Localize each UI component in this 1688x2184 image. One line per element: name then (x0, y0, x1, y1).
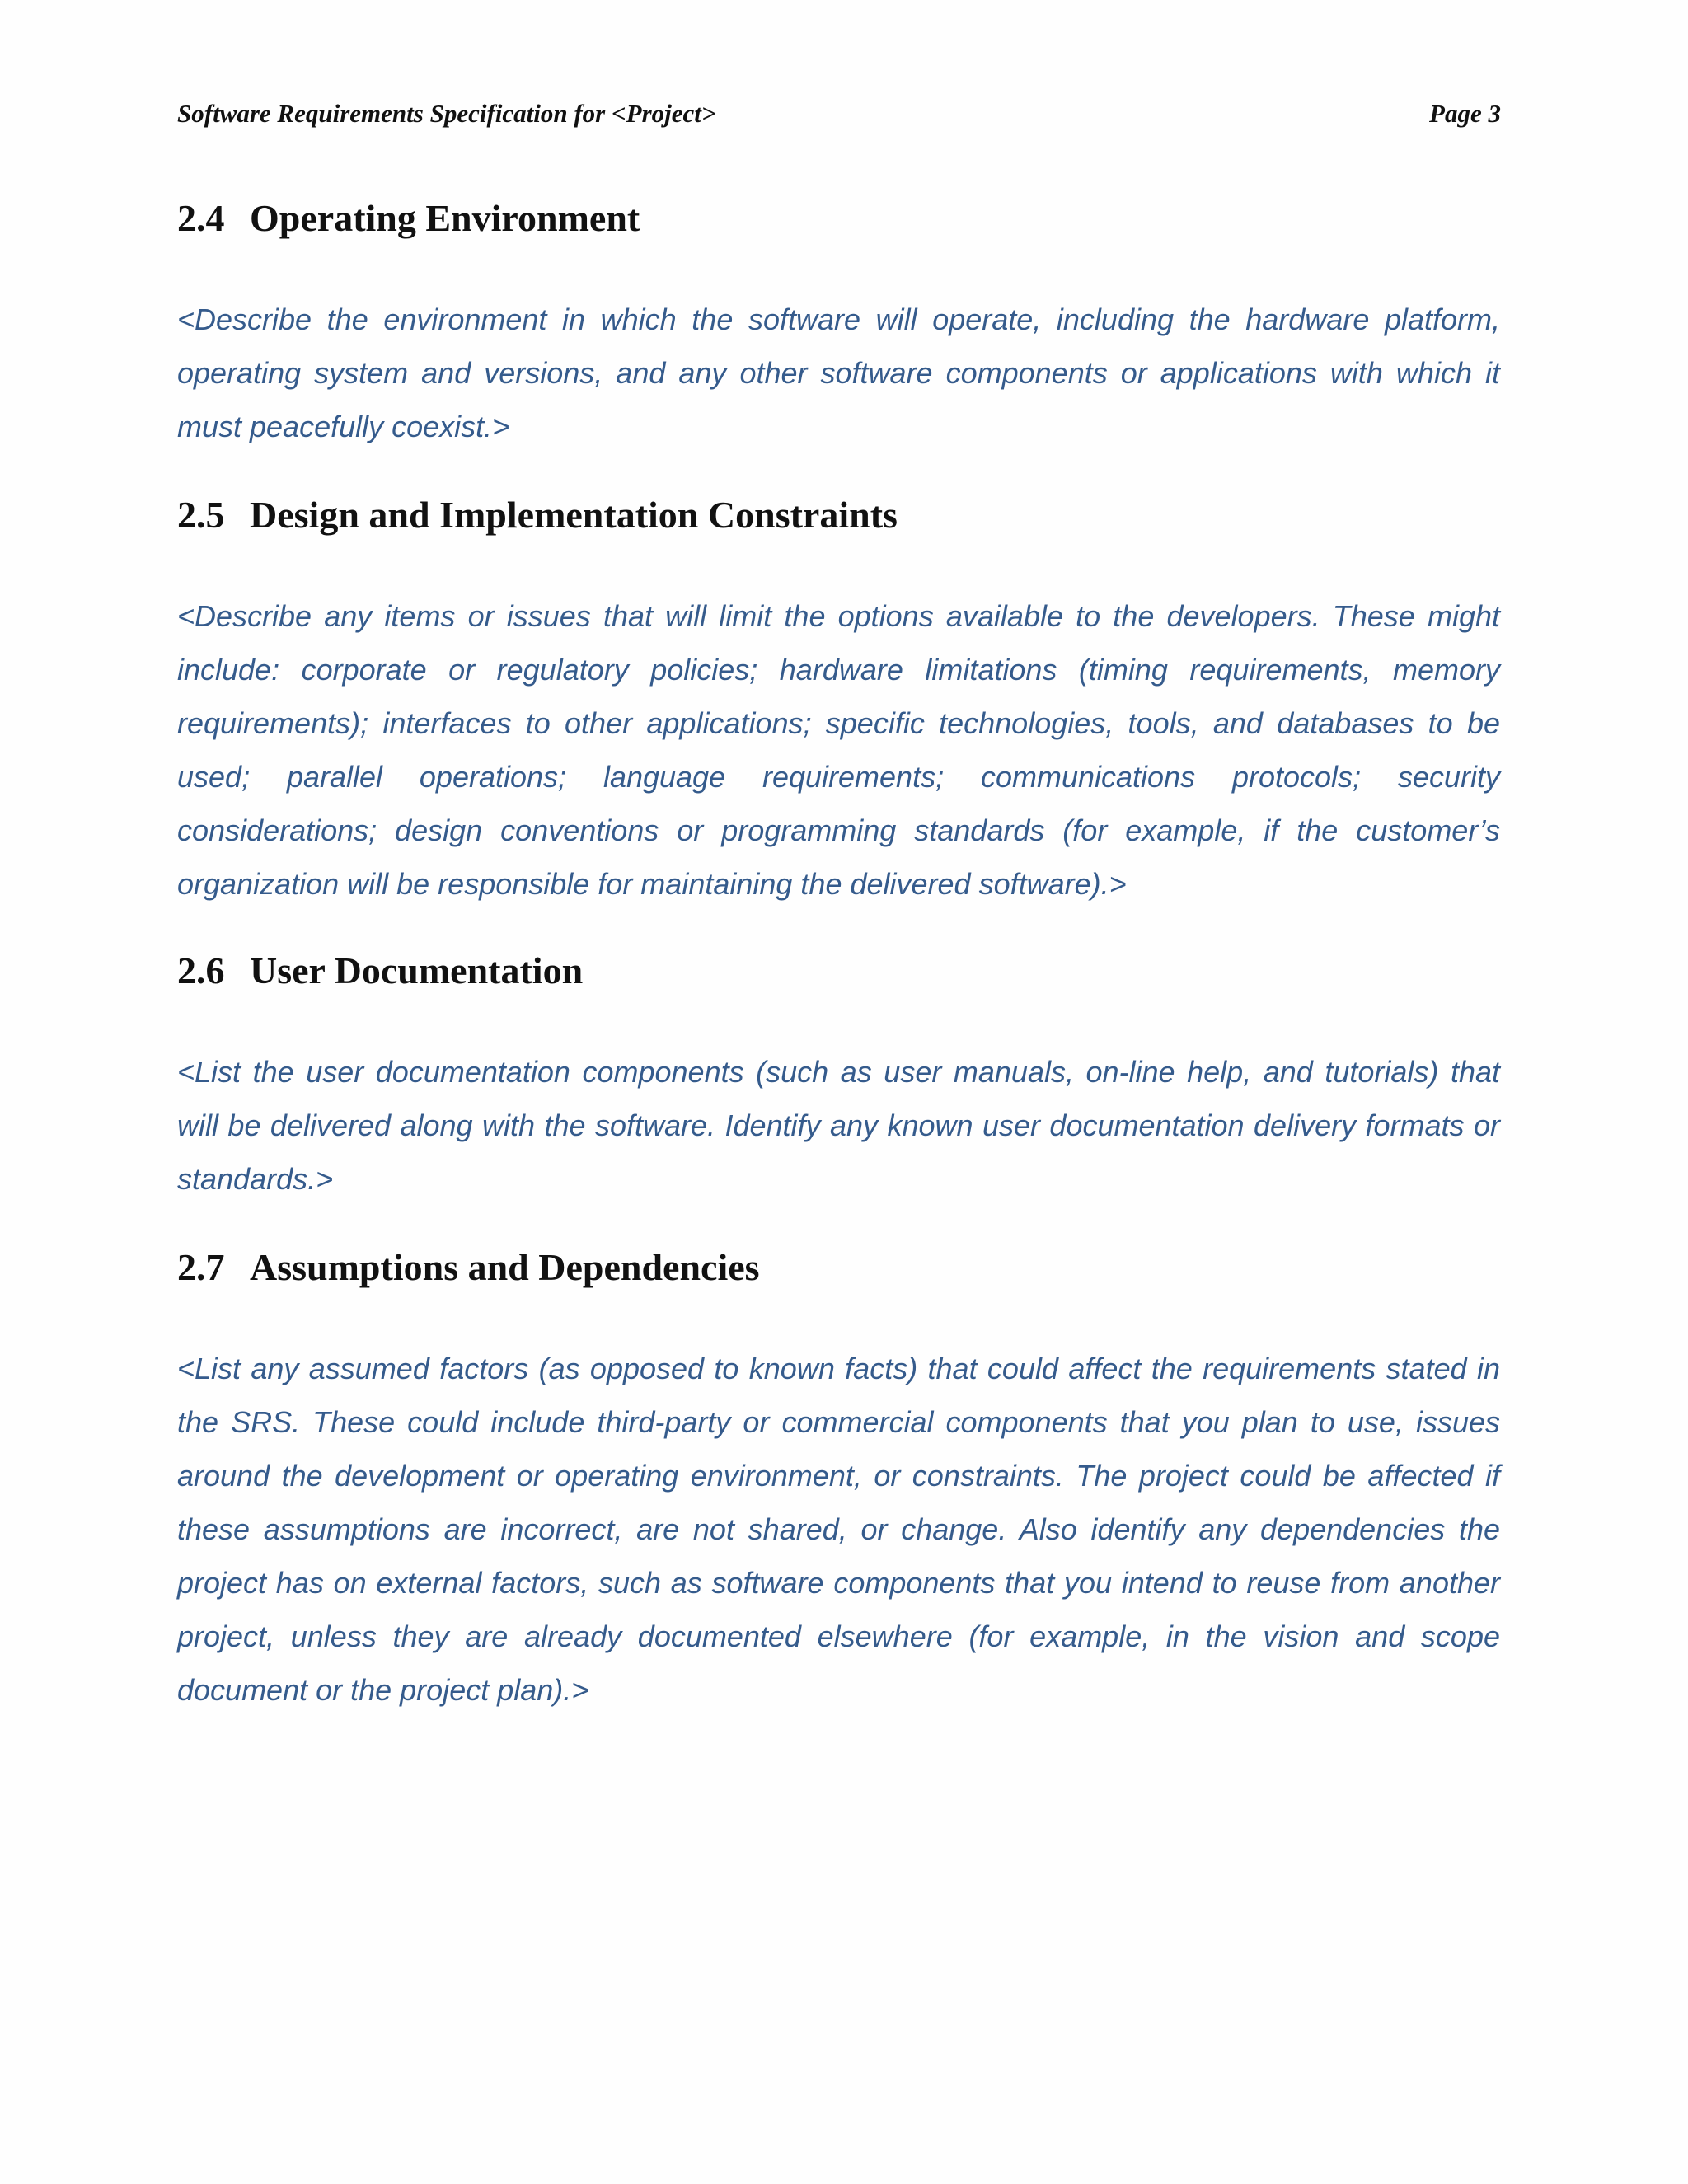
section-number: 2.5 (177, 494, 225, 536)
section-title: Assumptions and Dependencies (250, 1246, 760, 1288)
page-header (177, 99, 1501, 135)
section-heading-user-documentation (177, 949, 583, 992)
section-number: 2.6 (177, 949, 225, 991)
section-body-operating-environment: <Describe the environment in which the software will operate, including the hardware platform, operating system and versions, and any other software components or applications with which it must peacefully coexist.> (177, 302, 1500, 443)
section-title: Operating Environment (250, 197, 640, 239)
section-body-user-documentation: <List the user documentation components (such as user manuals, on-line help, and tutorials) that will be delivered along with the software. Identify any known user documentation delivery formats or standards.> (177, 1055, 1500, 1196)
document-title: Software Requirements Specification for <Project> (177, 99, 716, 128)
section-title: User Documentation (250, 949, 584, 991)
section-body-assumptions-dependencies: <List any assumed factors (as opposed to known facts) that could affect the requirements stated in the SRS. These could include third-party or commercial components that you plan to use, issues around the development or operating environment, or constraints. The project could be affected if these assumptions are incorrect, are not shared, or change. Also identify any dependencies the project has on external factors, such as software components that you intend to reuse from another project, unless they are already documented elsewhere (for example, in the vision and scope document or the project plan).> (177, 1352, 1500, 1707)
page-number: Page 3 (1429, 99, 1501, 128)
section-heading-assumptions-dependencies (177, 1245, 760, 1289)
section-heading-operating-environment (177, 196, 640, 240)
section-number: 2.7 (177, 1246, 225, 1288)
section-title: Design and Implementation Constraints (250, 494, 898, 536)
section-number: 2.4 (177, 197, 225, 239)
section-body-design-constraints: <Describe any items or issues that will limit the options available to the developers. These might include: corporate or regulatory policies; hardware limitations (timing requirements, memory requirements); interfaces to other applications; specific technologies, tools, and databases to be used; parallel operations; language requirements; communications protocols; security considerations; design conventions or programming standards (for example, if the customer’s organization will be responsible for maintaining the delivered software).> (177, 599, 1500, 901)
section-heading-design-constraints (177, 493, 898, 537)
